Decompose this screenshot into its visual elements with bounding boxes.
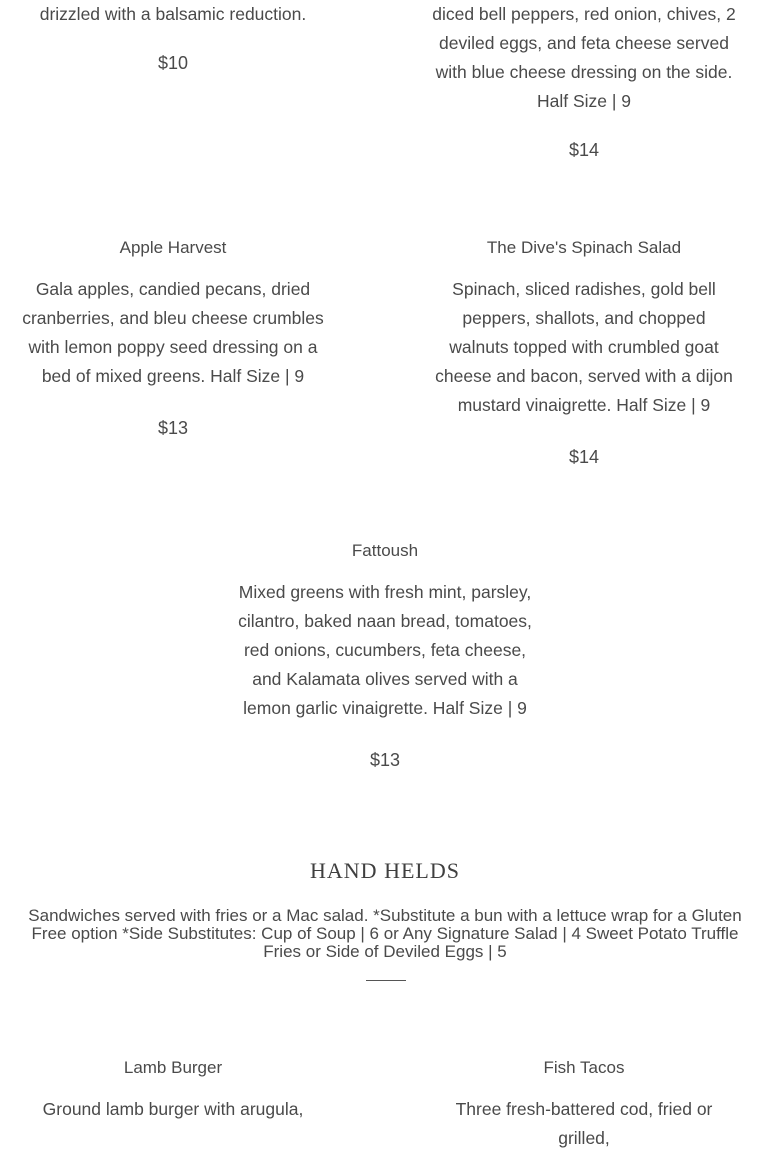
- item-name: The Dive's Spinach Salad: [486, 238, 682, 257]
- menu-item-top-left: [20, 0, 326, 75]
- menu-item-fish-tacos: [432, 1057, 736, 1153]
- item-price: $14: [568, 140, 600, 160]
- item-description: Gala apples, candied pecans, dried cranberries, and bleu cheese crumbles with lemon poppy seed dressing on a bed of mixed greens. Half Size | 9: [22, 279, 324, 386]
- item-description: Three fresh-battered cod, fried or grilled,: [455, 1099, 713, 1148]
- section-divider: [366, 980, 406, 981]
- item-price: $13: [157, 418, 189, 438]
- item-description: Ground lamb burger with arugula,: [42, 1099, 304, 1119]
- item-name: Apple Harvest: [119, 238, 227, 257]
- section-title: HAND HELDS: [310, 858, 460, 883]
- item-price: $13: [369, 750, 401, 770]
- menu-item-spinach-salad: [432, 237, 736, 469]
- menu-item-fattoush: [236, 540, 534, 772]
- item-description: diced bell peppers, red onion, chives, 2 deviled eggs, and feta cheese served with blue cheese dressing on the side. Half Size | 9: [432, 4, 736, 111]
- item-description: Spinach, sliced radishes, gold bell peppers, shallots, and chopped walnuts topped with crumbled goat cheese and bacon, served with a dijon mustard vinaigrette. Half Size | 9: [435, 279, 733, 415]
- menu-item-apple-harvest: [20, 237, 326, 440]
- item-description: Mixed greens with fresh mint, parsley, cilantro, baked naan bread, tomatoes, red onions, cucumbers, feta cheese, and Kalamata olives served with a lemon garlic vinaigrette. Half Size | 9: [238, 582, 532, 718]
- menu-item-lamb-burger: [20, 1057, 326, 1124]
- item-name: Fattoush: [351, 541, 419, 560]
- item-description: drizzled with a balsamic reduction.: [39, 4, 307, 24]
- item-price: $14: [568, 447, 600, 467]
- item-price: $10: [157, 53, 189, 73]
- menu-item-top-right: [432, 0, 736, 162]
- item-name: Fish Tacos: [543, 1058, 625, 1077]
- section-note: Sandwiches served with fries or a Mac salad. *Substitute a bun with a lettuce wrap for a Gluten Free option *Side Substitutes: Cup of Soup | 6 or Any Signature Salad | 4 Sweet Potato Truffle Fries or Side of Deviled Eggs | 5: [28, 906, 742, 961]
- item-name: Lamb Burger: [123, 1058, 223, 1077]
